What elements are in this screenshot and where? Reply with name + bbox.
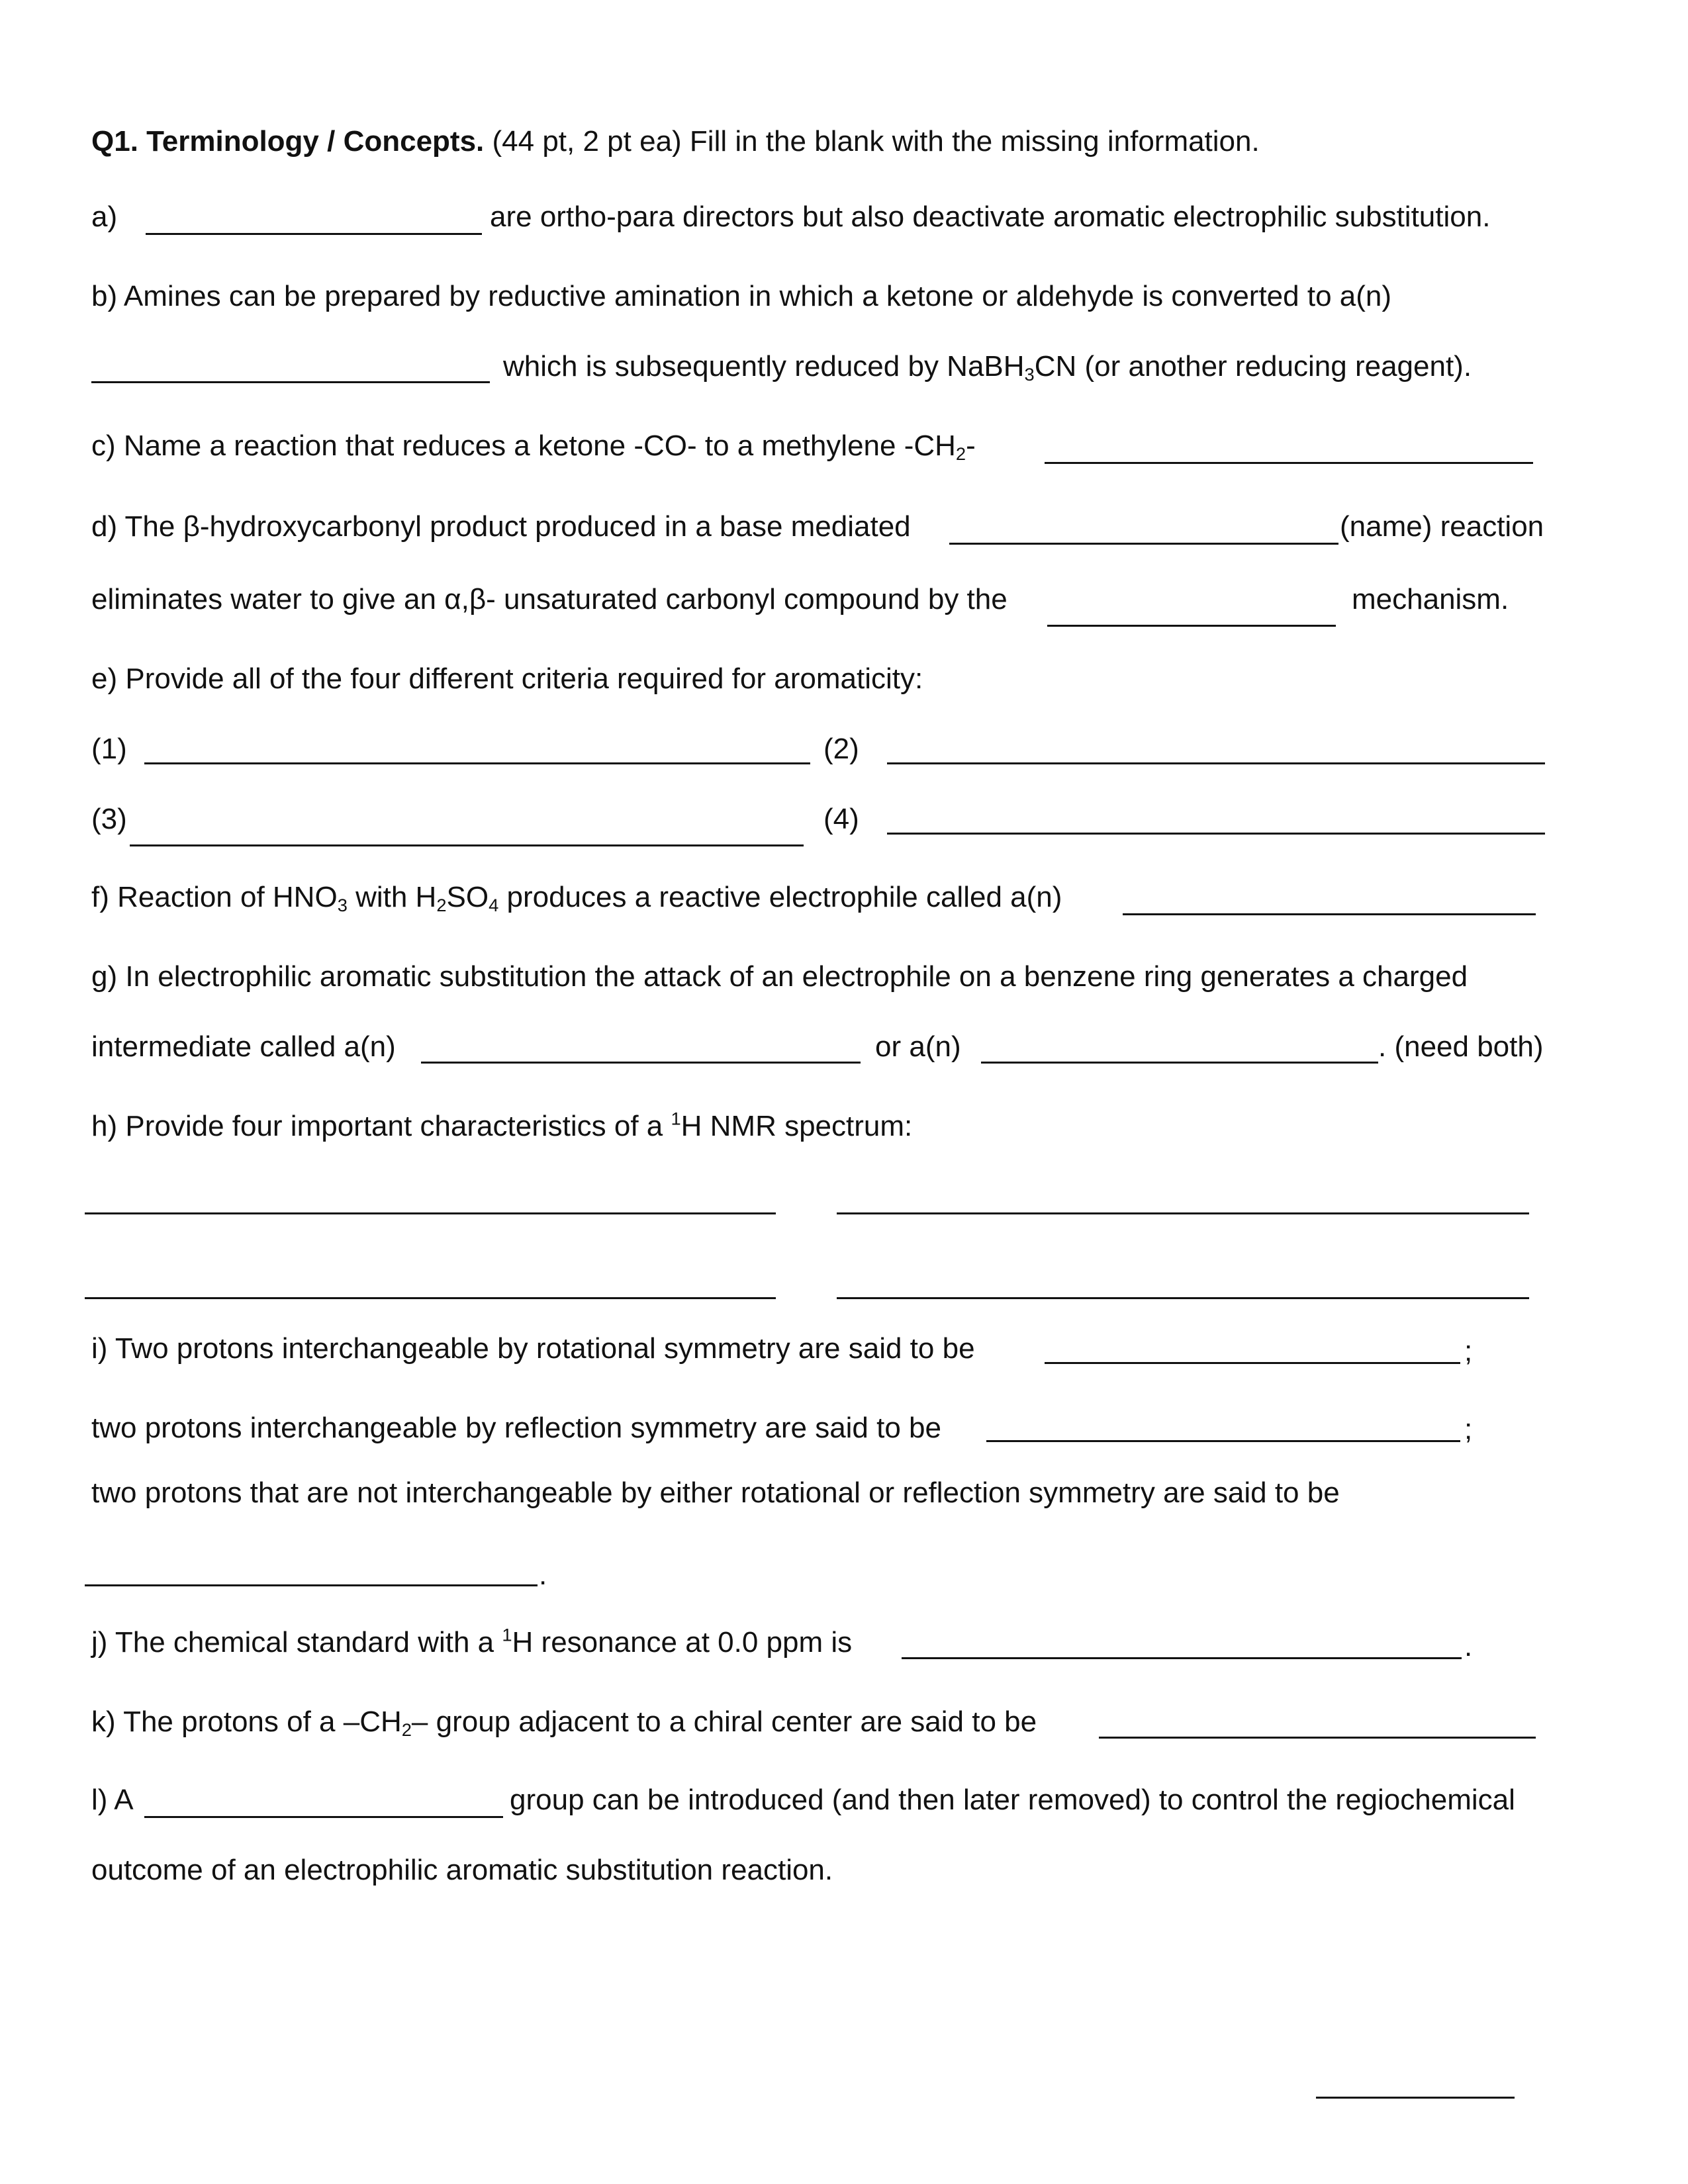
item-a-label: a) xyxy=(91,201,118,233)
item-j-end: . xyxy=(1464,1630,1473,1662)
item-a-text: are ortho-para directors but also deactivate aromatic electrophilic substitution. xyxy=(490,201,1491,233)
item-d-line1-post: (name) reaction xyxy=(1340,510,1544,543)
item-f-sub3: 4 xyxy=(489,894,499,915)
item-d-line2-post: mechanism. xyxy=(1352,583,1509,615)
item-h-blank-3[interactable] xyxy=(85,1297,776,1299)
item-f-part2: with H xyxy=(347,881,437,913)
item-f-text xyxy=(91,880,1062,915)
item-l-label: l) A xyxy=(91,1784,134,1816)
item-k-subscript: 2 xyxy=(401,1719,412,1740)
item-e-label-1: (1) xyxy=(91,733,127,765)
item-l-text: group can be introduced (and then later removed) to control the regiochemical xyxy=(510,1784,1515,1816)
item-g-line2-mid: or a(n) xyxy=(875,1030,961,1063)
item-h-blank-1[interactable] xyxy=(85,1212,776,1214)
item-a-blank[interactable] xyxy=(146,233,482,235)
item-h-pre: h) Provide four important characteristics of a xyxy=(91,1110,671,1142)
item-k-post: – group adjacent to a chiral center are said to be xyxy=(411,1706,1037,1738)
item-g-line1: g) In electrophilic aromatic substitution the attack of an electrophile on a benzene ring generates a charged xyxy=(91,960,1468,993)
item-k-pre: k) The protons of a –CH xyxy=(91,1706,402,1738)
item-i-sep-1: ; xyxy=(1464,1335,1473,1367)
item-i-blank-3[interactable] xyxy=(85,1584,538,1586)
item-b-blank[interactable] xyxy=(91,381,490,383)
score-blank[interactable] xyxy=(1316,2097,1515,2099)
item-d-line1-pre: d) The β-hydroxycarbonyl product produced in a base mediated xyxy=(91,510,911,543)
item-b-subscript: 3 xyxy=(1024,363,1035,385)
item-j-text xyxy=(91,1625,852,1660)
item-i-line2: two protons interchangeable by reflection symmetry are said to be xyxy=(91,1412,941,1444)
item-b-line1: b) Amines can be prepared by reductive amination in which a ketone or aldehyde is converted to a(n) xyxy=(91,280,1392,312)
item-j-superscript: 1 xyxy=(502,1624,512,1645)
item-i-line1: i) Two protons interchangeable by rotational symmetry are said to be xyxy=(91,1332,975,1365)
item-e-blank-3[interactable] xyxy=(130,844,804,846)
item-e-blank-2[interactable] xyxy=(887,762,1545,764)
item-l-line2: outcome of an electrophilic aromatic substitution reaction. xyxy=(91,1854,833,1886)
item-g-blank-2[interactable] xyxy=(981,1062,1378,1064)
item-g-line2-pre: intermediate called a(n) xyxy=(91,1030,396,1063)
item-i-end: . xyxy=(539,1559,547,1591)
item-h-post: H NMR spectrum: xyxy=(680,1110,913,1142)
item-d-blank-mechanism[interactable] xyxy=(1047,625,1336,627)
item-d-line2-pre: eliminates water to give an α,β- unsaturated carbonyl compound by the xyxy=(91,583,1008,615)
item-h-blank-2[interactable] xyxy=(837,1212,1529,1214)
item-e-blank-1[interactable] xyxy=(144,762,810,764)
item-e-label-2: (2) xyxy=(823,733,859,765)
item-k-text xyxy=(91,1705,1037,1739)
item-f-blank[interactable] xyxy=(1123,913,1536,915)
item-f-sub1: 3 xyxy=(337,894,348,915)
item-i-blank-1[interactable] xyxy=(1045,1362,1460,1364)
item-b-line2-post: CN (or another reducing reagent). xyxy=(1034,350,1472,383)
item-j-blank[interactable] xyxy=(902,1657,1462,1659)
question-label: Q1. Terminology / Concepts. xyxy=(91,125,485,158)
item-k-blank[interactable] xyxy=(1099,1737,1536,1739)
item-e-prompt: e) Provide all of the four different criteria required for aromaticity: xyxy=(91,662,923,695)
item-c-subscript: 2 xyxy=(955,443,966,464)
item-c-pre: c) Name a reaction that reduces a ketone -CO- to a methylene -CH xyxy=(91,430,956,462)
item-h-blank-4[interactable] xyxy=(837,1297,1529,1299)
question-header xyxy=(91,124,1260,159)
item-i-sep-2: ; xyxy=(1464,1413,1473,1445)
item-e-label-3: (3) xyxy=(91,803,127,835)
item-f-part3: SO xyxy=(446,881,489,913)
item-b-line2 xyxy=(503,349,1472,384)
item-j-post: H resonance at 0.0 ppm is xyxy=(512,1626,853,1659)
item-i-blank-2[interactable] xyxy=(986,1440,1460,1442)
item-c-text xyxy=(91,429,976,463)
item-f-sub2: 2 xyxy=(436,894,447,915)
item-l-blank[interactable] xyxy=(144,1816,503,1818)
item-j-pre: j) The chemical standard with a xyxy=(91,1626,502,1659)
item-h-text xyxy=(91,1109,912,1144)
item-e-blank-4[interactable] xyxy=(887,833,1545,835)
item-h-superscript: 1 xyxy=(671,1108,681,1129)
item-f-part1: f) Reaction of HNO xyxy=(91,881,338,913)
item-b-line2-pre: which is subsequently reduced by NaBH xyxy=(503,350,1025,383)
item-e-label-4: (4) xyxy=(823,803,859,835)
item-g-blank-1[interactable] xyxy=(421,1062,861,1064)
item-g-line2-post: . (need both) xyxy=(1378,1030,1544,1063)
item-c-post: - xyxy=(966,430,976,462)
item-c-blank[interactable] xyxy=(1045,462,1533,464)
item-d-blank-name[interactable] xyxy=(949,543,1338,545)
question-instructions: (44 pt, 2 pt ea) Fill in the blank with the missing information. xyxy=(492,125,1260,158)
item-f-part4: produces a reactive electrophile called a(n) xyxy=(498,881,1062,913)
item-i-line3: two protons that are not interchangeable by either rotational or reflection symmetry are said to be xyxy=(91,1477,1340,1509)
